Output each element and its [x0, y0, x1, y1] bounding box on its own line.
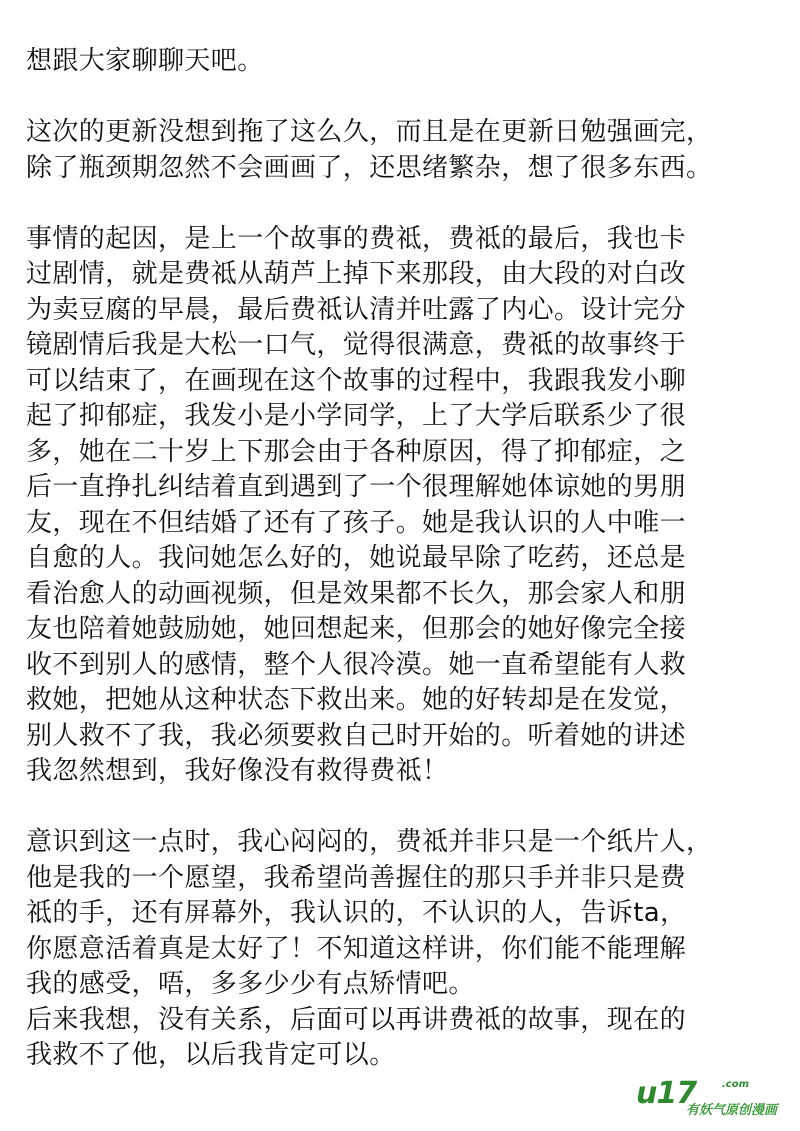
text-line: 自愈的人。我问她怎么好的，她说最早除了吃药，还总是	[26, 543, 687, 573]
text-line: 起了抑郁症，我发小是小学同学，上了大学后联系少了很	[26, 401, 687, 431]
paragraph	[26, 115, 776, 186]
paragraph	[26, 222, 776, 790]
text-line: 这次的更新没想到拖了这么久，而且是在更新日勉强画完，	[26, 117, 713, 147]
text-line: 我救不了他，以后我肯定可以。	[26, 1040, 396, 1070]
paragraph-gap	[26, 186, 776, 222]
text-line: 他是我的一个愿望，我希望尚善握住的那只手并非只是费	[26, 862, 687, 893]
text-line: 想跟大家聊聊天吧。	[26, 46, 264, 76]
text-line: 收不到别人的感情，整个人很冷漠。她一直希望能有人救	[26, 649, 687, 680]
author-note-text	[26, 44, 776, 1074]
watermark-dotcom: .com	[722, 1079, 750, 1090]
text-line: 救她，把她从这种状态下救出来。她的好转却是在发觉，	[26, 685, 687, 715]
text-line: 除了瓶颈期忽然不会画画了，还思绪繁杂，想了很多东西。	[26, 152, 713, 183]
text-line: 可以结束了，在画现在这个故事的过程中，我跟我发小聊	[26, 365, 687, 396]
text-line: 过剧情，就是费祗从葫芦上掉下来那段，由大段的对白改	[26, 259, 687, 289]
text-line: 后来我想，没有关系，后面可以再讲费祗的故事，现在的	[26, 1004, 687, 1035]
text-line: 多，她在二十岁上下那会由于各种原因，得了抑郁症，之	[26, 436, 687, 467]
paragraph-gap	[26, 80, 776, 116]
text-line: 祗的手，还有屏幕外，我认识的，不认识的人，告诉ta，	[26, 898, 687, 928]
text-line: 事情的起因，是上一个故事的费祗，费祗的最后，我也卡	[26, 223, 687, 254]
paragraph	[26, 825, 776, 1074]
text-line: 友，现在不但结婚了还有了孩子。她是我认识的人中唯一	[26, 507, 687, 538]
text-line: 为卖豆腐的早晨，最后费祗认清并吐露了内心。设计完分	[26, 294, 687, 325]
text-line: 后一直挣扎纠结着直到遇到了一个很理解她体谅她的男朋	[26, 472, 687, 502]
text-line: 我的感受，唔，多多少少有点矫情吧。	[26, 969, 475, 999]
watermark-slogan: 有妖气原创漫画	[686, 1103, 778, 1118]
text-line: 你愿意活着真是太好了！不知道这样讲，你们能不能理解	[26, 933, 687, 964]
text-line: 别人救不了我，我必须要救自己时开始的。听着她的讲述	[26, 720, 687, 751]
text-line: 意识到这一点时，我心闷闷的，费祗并非只是一个纸片人，	[26, 827, 713, 857]
u17-watermark	[636, 1076, 786, 1123]
watermark-logo: u17	[636, 1076, 697, 1111]
text-line: 看治愈人的动画视频，但是效果都不长久，那会家人和朋	[26, 578, 687, 609]
paragraph	[26, 44, 776, 80]
text-line: 我忽然想到，我好像没有救得费祗！	[26, 756, 449, 786]
text-line: 镜剧情后我是大松一口气，觉得很满意，费祗的故事终于	[26, 330, 687, 360]
text-line: 友也陪着她鼓励她，她回想起来，但那会的她好像完全接	[26, 614, 687, 644]
paragraph-gap	[26, 790, 776, 826]
